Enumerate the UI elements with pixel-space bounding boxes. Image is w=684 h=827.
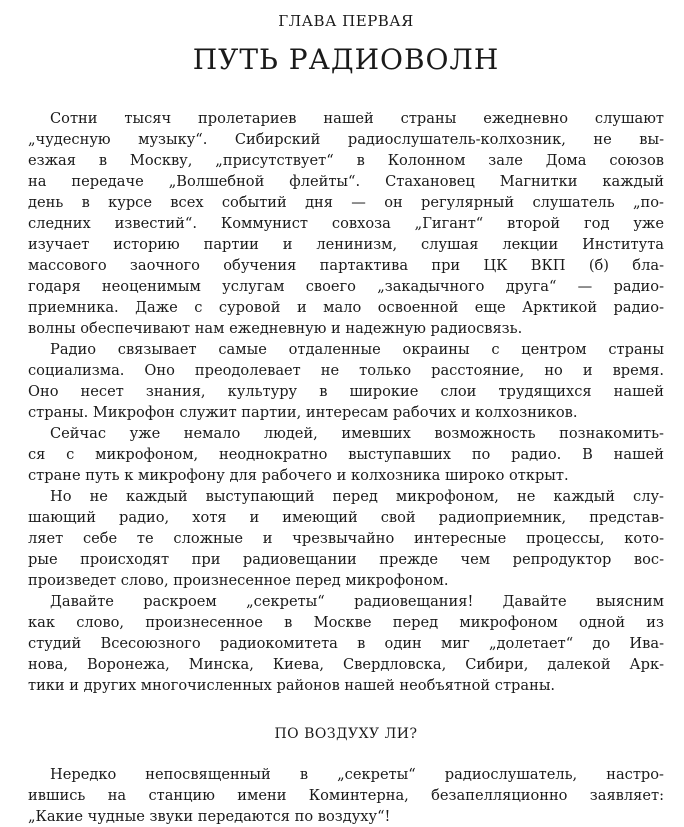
text-line: ившись на станцию имени Коминтерна, безапелляционно заявляет: <box>28 787 664 804</box>
chapter-label: ГЛАВА ПЕРВАЯ <box>278 12 414 30</box>
text-line: волны обеспечивают нам ежедневную и надежную радиосвязь. <box>28 320 523 337</box>
text-line: следних известий“. Коммунист совхоза „Гигант“ второй год уже <box>28 215 664 232</box>
book-page <box>28 10 664 827</box>
paragraph <box>28 486 664 591</box>
paragraph <box>28 591 664 696</box>
text-line: приемника. Даже с суровой и мало освоенной еще Арктикой радио- <box>28 299 664 316</box>
text-line: шающий радио, хотя и имеющий свой радиоприемник, представ- <box>28 509 664 526</box>
section-body <box>28 764 664 827</box>
text-line: Сейчас уже немало людей, имевших возможность познакомить- <box>50 425 664 442</box>
text-line: Давайте раскроем „секреты“ радиовещания! Давайте выясним <box>50 593 664 610</box>
text-line: Нередко непосвященный в „секреты“ радиослушатель, настро- <box>50 766 664 783</box>
text-line: ся с микрофоном, неоднократно выступавших по радио. В нашей <box>28 446 664 463</box>
text-line: стране путь к микрофону для рабочего и колхозника широко открыт. <box>28 467 569 484</box>
text-line: на передаче „Волшебной флейты“. Стахановец Магнитки каждый <box>28 173 664 190</box>
text-line: изучает историю партии и ленинизм, слушая лекции Института <box>28 236 664 253</box>
text-line: Радио связывает самые отдаленные окраины с центром страны <box>50 341 664 358</box>
text-line: нова, Воронежа, Минска, Киева, Свердловска, Сибири, далекой Арк- <box>28 656 664 673</box>
text-line: массового заочного обучения партактива при ЦК ВКП (б) бла- <box>28 257 664 274</box>
text-line: „чудесную музыку“. Сибирский радиослушатель-колхозник, не вы- <box>28 131 664 148</box>
text-line: тики и других многочисленных районов нашей необъятной страны. <box>28 677 556 694</box>
text-line: страны. Микрофон служит партии, интересам рабочих и колхозников. <box>28 404 578 421</box>
text-line: ляет себе те сложные и чрезвычайно интересные процессы, кото- <box>28 530 664 547</box>
text-line: социализма. Оно преодолевает не только расстояние, но и время. <box>28 362 664 379</box>
text-line: произведет слово, произнесенное перед микрофоном. <box>28 572 449 589</box>
text-line: Но не каждый выступающий перед микрофоном, не каждый слу- <box>50 488 664 505</box>
text-line: день в курсе всех событий дня — он регулярный слушатель „по- <box>28 194 664 211</box>
chapter-body <box>28 108 664 696</box>
paragraph <box>28 108 664 339</box>
text-line: как слово, произнесенное в Москве перед микрофоном одной из <box>28 614 664 631</box>
section-heading: ПО ВОЗДУХУ ЛИ? <box>274 726 418 742</box>
paragraph <box>28 764 664 827</box>
text-line: годаря неоценимым услугам своего „закадычного друга“ — радио- <box>28 278 664 295</box>
text-line: Сотни тысяч пролетариев нашей страны ежедневно слушают <box>50 110 664 127</box>
paragraph <box>28 339 664 423</box>
chapter-title: ПУТЬ РАДИОВОЛН <box>192 43 500 76</box>
text-line: студий Всесоюзного радиокомитета в один миг „долетает“ до Ива- <box>28 635 664 652</box>
text-line: Оно несет знания, культуру в широкие слои трудящихся нашей <box>28 383 664 400</box>
text-line: езжая в Москву, „присутствует“ в Колонном зале Дома союзов <box>28 152 664 169</box>
text-line: „Какие чудные звуки передаются по воздуху“! <box>28 808 391 825</box>
text-line: рые происходят при радиовещании прежде чем репродуктор вос- <box>28 551 664 568</box>
paragraph <box>28 423 664 486</box>
